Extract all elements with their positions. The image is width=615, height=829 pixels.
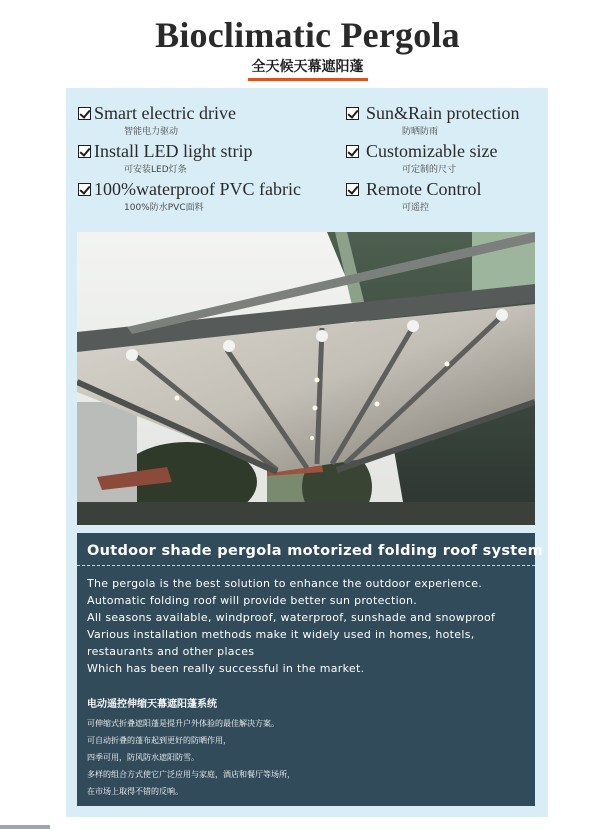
feature-title: Smart electric drive [94,103,236,123]
feature-sun-rain [346,103,519,137]
chinese-line: 多样的组合方式使它广泛应用与家庭，酒店和餐厅等场所， [87,770,295,779]
checked-box-icon [78,183,91,196]
page-title: Bioclimatic Pergola [155,15,460,55]
feature-custom-size [346,141,497,175]
checked-box-icon [346,107,359,120]
checked-box-icon [346,183,359,196]
footer-strip [0,825,50,829]
description-line: Various installation methods make it widely used in homes, hotels, [87,628,475,641]
feature-subtitle: 可定制的尺寸 [402,165,457,175]
feature-waterproof-fabric [78,179,301,213]
feature-led-strip [78,141,252,175]
description-line: Which has been really successful in the market. [87,662,365,675]
chinese-line: 可伸缩式折叠遮阳蓬是提升户外体验的最佳解决方案。 [87,719,279,728]
chinese-line: 在市场上取得不错的反响。 [87,787,183,796]
pergola-photo [77,232,535,525]
page-subtitle: 全天候天幕遮阳蓬 [248,56,368,81]
chinese-line: 可自动折叠的蓬布起到更好的防晒作用， [87,736,231,745]
description-body [87,575,527,677]
feature-subtitle: 智能电力驱动 [124,127,179,137]
divider [77,565,535,566]
checked-box-icon [78,107,91,120]
description-line: restaurants and other places [87,645,255,658]
chinese-body [87,715,295,800]
checked-box-icon [78,145,91,158]
checked-box-icon [346,145,359,158]
chinese-heading: 电动遥控伸缩天幕遮阳蓬系统 [87,699,217,710]
feature-remote-control [346,179,482,213]
feature-title: Remote Control [366,179,482,199]
feature-title: Install LED light strip [94,141,253,161]
feature-subtitle: 可遥控 [402,203,430,213]
feature-title: Sun&Rain protection [366,103,520,123]
feature-smart-drive [78,103,236,137]
feature-subtitle: 可安装LED灯条 [124,165,187,175]
description-line: Automatic folding roof will provide better sun protection. [87,594,418,607]
description-panel [77,533,544,806]
description-line: The pergola is the best solution to enhance the outdoor experience. [87,577,483,590]
description-heading: Outdoor shade pergola motorized folding roof system [87,543,544,559]
feature-subtitle: 防晒防雨 [402,127,439,137]
feature-title: Customizable size [366,141,498,161]
feature-title: 100%waterproof PVC fabric [94,179,301,199]
chinese-line: 四季可用，防风防水遮阳防雪。 [87,753,199,762]
description-line: All seasons available, windproof, waterproof, sunshade and snowproof [87,611,496,624]
feature-subtitle: 100%防水PVC面料 [124,203,204,213]
